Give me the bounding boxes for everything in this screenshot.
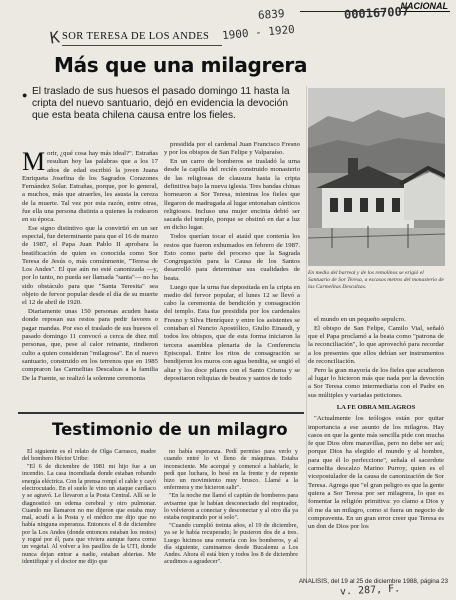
sanctuary-illustration — [308, 88, 445, 266]
handwritten-mark: K — [48, 27, 61, 48]
article-column-1 — [22, 150, 158, 412]
sidebar-paragraph: "Cuando cumplió treinta años, el 19 de diciembre, ya se le había recuperado; le pusieron dos de a tres. Luego hicimos una romería con los bomberos, y al día siguiente, caminamos desde Bucalemu a Los Andes. Ahora él está bien y todos los 8 de diciembre acudimos a agradecer". — [164, 521, 298, 566]
section-subhead: LA FE OBRA MILAGROS — [336, 403, 416, 411]
sidebar-paragraph: "El 6 de diciembre de 1981 mi hijo fue a un incendio. La casa incendiada donde estaban robando energía eléctrica. Con la prensa rompí el cable y cayó electrocutado. En el suelo le vino un ataque cardíaco y se agravó. Le llevaron a la Posta Central. Allí se le diagnosticó un edema cerebral y otro pulmonar. Cuando me llamaron no me dijeron que estaba muy mal, acudí a la Posta y el médico me dijo que no había ninguna esperanza. Entonces el 8 de diciembre por la Los Andes (donde entonces estaban los restos) y rogué por él, para que viviera aunque fuera como un vegetal. Al volver a los pasillos de la UTI, donde nunca dejan entrar a nadie, estaban abiertas. Me identifiqué y el doctor me dijo que — [22, 463, 156, 565]
article-paragraph: En un carro de bomberos se trasladó la urna desde la capilla del recién construido monasterio de las religiosas de clausura hasta la cripta definitiva bajo la nueva iglesia. Tres bandas chinas hornearon a Sor Teresa, mientras los fieles que llegaron de madrugada al lugar entonaban cánticos religiosos. Incluso una mujer encinta debió ser sacada del templo, porque se obstinó en dar a luz en dicho lugar. — [164, 158, 300, 232]
handwritten-footnote: v. 287, F. — [339, 583, 401, 598]
article-paragraph: Ese signo distintivo que la convirtió en un ser especial, fue determinante para que el 16 de marzo de 1987, el Papa Juan Pablo II aprobara la beatificación de quien es conocida como Sor Teresa de Jesús o, más comúnmente, "Teresa de Los Andes". El que aún no esté canonizada —y, por lo tanto, no pueda ser llamada "santa"— no ha sido obstáculo para que "Santa Teresita" sea objeto de fervor popular desde el día de su muerte el 12 de abril de 1920. — [22, 224, 158, 307]
bullet-icon: ● — [22, 90, 28, 100]
article-headline: Más que una milagrera — [54, 53, 308, 77]
kicker-underline — [62, 45, 222, 46]
sidebar-title: Testimonio de un milagro — [52, 420, 288, 439]
article-column-3 — [308, 316, 444, 576]
article-paragraph: el mundo en un pequeño sepulcro. — [314, 316, 406, 323]
article-paragraph: presidida por el cardenal Juan Francisco Fresno y por los obispos de San Felipe y Valparaíso. — [164, 141, 300, 157]
handwritten-code: 6839 — [257, 7, 285, 22]
article-paragraph: Pero la gran mayoría de los fieles que acudieron al lugar lo hicieron más que nada por la devoción a Sor Teresa como intermediaria con el Padre en sus múltiples y variadas peticiones. — [308, 366, 444, 399]
testimony-sidebar — [18, 412, 304, 588]
article-paragraph: Luego que la urna fue depositada en la cripta en medio del fervor popular, el lunes 12 se llevó a cabo la ceremonia de bendición y consagración del templo. Esta fue presidida por los cardenales Fresno y Silva Henríquez y entre los asistentes se contaban el Nuncio Apostólico, Giulio Einaudi, y todos los obispos, que de esta forma iniciaron la tercera asamblea plenaria de la Conferencia Episcopal. Entre los ritos de consagración se bendijeron los muros con agua bendita, se ungió el altar y los doce pilares con el Santo Crisma y se depositaron reliquias de beatos y santos de todo — [164, 283, 300, 382]
sidebar-paragraph: El siguiente es el relato de Olga Carrasco, madre del bombero Héctor Uribe: — [22, 448, 156, 463]
dropcap: M — [22, 150, 46, 176]
sidebar-paragraph: "En la noche me llamó el capitán de bomberos para avisarme que le habían desconectado del respirador, lo volvieron a conectar y desconectar y al otro día ya estaba respirando por sí solo". — [164, 492, 298, 522]
publication-footer: ANALISIS, del 19 al 25 de diciembre 1988, página 23 — [298, 578, 448, 585]
lead-paragraph — [22, 150, 158, 225]
article-deck: El traslado de sus huesos el pasado domingo 11 hasta la cripta del nuevo santuario, dejó en evidencia la devoción que esta beata chilena causa entre los fieles. — [32, 86, 290, 121]
article-paragraph: "Actualmente los teólogos están por quitar importancia a ese asunto de los milagros. Hay casos en que la gente más sencilla pide con mucha fe que Dios obre maravillas, pero no debe ser así; porque Dios ha elegido el mundo y al hombre, para que él lo perfeccione", señala el sacerdote carmelita descalzo Marino Purroy, quien es el vicepostulador de la causa de canonización de Sor Teresa. Agrega que "el gran peligro es que la gente quiera a Sor Teresa por ser milagrera, lo que es fomentar la religión primitiva: yo clamo a Dios y él me da un milagro, como si fuera un negocio de compraventa. En un gran error creer que Teresa es un don de Dios por los — [308, 415, 444, 531]
article-column-2 — [164, 141, 300, 403]
lead-text: orir, ¿qué cosa hay más ideal?". Estrañas resultan hoy las palabras que a los 17 años de edad escribió la joven Juana Enriqueta Josefina de los Sagrados Corazones Fernández Solar. Estrañas, porque, por lo general, a muchos, más que atraerles, les asusta la cereza de la muerte. Tal vez por esta razón, entre otras, fue ella una persona distinta a quienes la rodearon en su época. — [22, 150, 158, 224]
handwritten-catalog-number: 000167007 — [343, 4, 410, 22]
article-paragraph: El obispo de San Felipe, Camilo Vial, señaló que el Papa proclamó a la beata como "patrona de la reconciliación", lo que aprovechó para recordar a los presentes que ellos debían ser instrumentos de reconciliación. — [308, 324, 444, 365]
sanctuary-photo — [308, 88, 445, 266]
article-paragraph: Diariamente unas 150 personas acuden hasta donde reposan sus restos para pedir favores o pagar mandas. Por eso el traslado de sus huesos el pasado domingo 11 convocó a cerca de diez mil personas, que, pese al calor reinante, rindieron culto a quien consideran "milagrosa". En el nuevo santuario, construido en los terrenos que en 1985 compraron las Carmelitas Descalzas a la familia De la Fuente, se realizó la solemne ceremonia — [22, 308, 158, 382]
sidebar-paragraph: no había esperanza. Pedí permiso para verlo y cuando entré lo vi lleno de máquinas. Estaba inconsciente. Me acerqué y comencé a hablarle, le pedí que luchara, lo besé en la frente y de repente hizo un movimiento muy brusco. Llamé a la enfermera y me hicieron salir". — [164, 448, 298, 492]
article-kicker: SOR TERESA DE LOS ANDES — [62, 31, 210, 42]
photo-caption: En medio del barreal y de los remolinos se erigió el Santuario de Sor Teresa, a escasos metros del monasterio de las Carmelitas Descalzas. — [308, 270, 444, 290]
sidebar-column-1 — [22, 448, 156, 588]
article-paragraph: Todos querían tocar el ataúd que contenía los restos que fueron exhumados en febrero de 1987. Esto como parte del proceso que la Sagrada Congregación para la Causa de los Santos desarrolló para determinar sus cualidades de beata. — [164, 233, 300, 282]
section-label: NACIONAL — [400, 1, 448, 11]
column-divider — [306, 86, 307, 580]
handwritten-years: 1900 - 1920 — [221, 22, 296, 43]
sidebar-column-2 — [164, 448, 298, 588]
